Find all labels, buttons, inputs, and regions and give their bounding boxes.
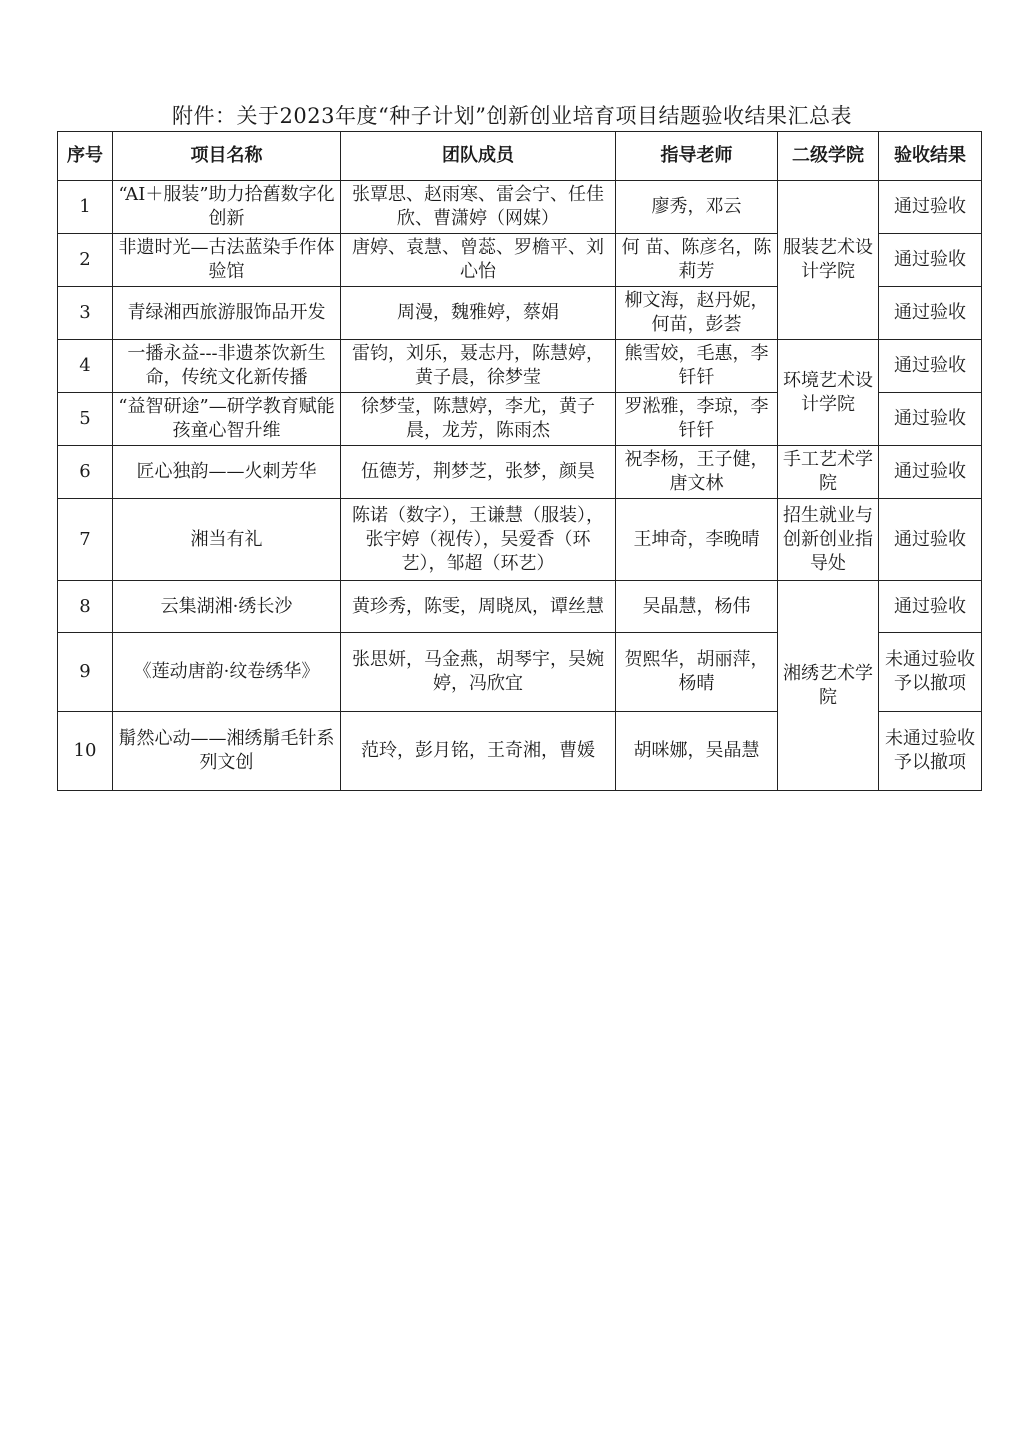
advisors: 罗淞雅，李琼，李钎钎 bbox=[616, 393, 778, 446]
advisors: 胡咪娜，吴晶慧 bbox=[616, 712, 778, 791]
result-status: 未通过验收予以撤项 bbox=[879, 633, 982, 712]
college-name: 服装艺术设计学院 bbox=[778, 181, 879, 340]
row-index: 3 bbox=[58, 287, 113, 340]
team-members: 张思妍，马金燕，胡琴宇，吴婉婷，冯欣宜 bbox=[341, 633, 616, 712]
table-row bbox=[58, 181, 982, 234]
table-row bbox=[58, 499, 982, 581]
page-title: 附件：关于2023年度“种子计划”创新创业培育项目结题验收结果汇总表 bbox=[172, 104, 852, 128]
result-status: 通过验收 bbox=[879, 581, 982, 633]
row-index: 6 bbox=[58, 446, 113, 499]
row-index: 4 bbox=[58, 340, 113, 393]
header-index: 序号 bbox=[58, 132, 113, 181]
advisors: 贺熙华，胡丽萍，杨晴 bbox=[616, 633, 778, 712]
project-name: 青绿湘西旅游服饰品开发 bbox=[113, 287, 341, 340]
header-project: 项目名称 bbox=[113, 132, 341, 181]
advisors: 王坤奇，李晚晴 bbox=[616, 499, 778, 581]
project-name: “益智研途”—研学教育赋能孩童心智升维 bbox=[113, 393, 341, 446]
advisors: 祝李杨，王子健，唐文林 bbox=[616, 446, 778, 499]
result-status: 通过验收 bbox=[879, 499, 982, 581]
project-name: 非遗时光—古法蓝染手作体验馆 bbox=[113, 234, 341, 287]
college-name: 招生就业与创新创业指导处 bbox=[778, 499, 879, 581]
team-members: 伍德芳，荆梦芝，张梦，颜昊 bbox=[341, 446, 616, 499]
project-name: 云集湖湘·绣长沙 bbox=[113, 581, 341, 633]
college-name: 湘绣艺术学院 bbox=[778, 581, 879, 791]
team-members: 周漫，魏雅婷，蔡娟 bbox=[341, 287, 616, 340]
table-row bbox=[58, 581, 982, 633]
project-name: 《莲动唐韵·纹卷绣华》 bbox=[113, 633, 341, 712]
project-name: “AI＋服装”助力拾舊数字化创新 bbox=[113, 181, 341, 234]
result-status: 通过验收 bbox=[879, 446, 982, 499]
header-row bbox=[58, 132, 982, 181]
results-table bbox=[57, 131, 982, 791]
team-members: 雷钧，刘乐，聂志丹，陈慧婷，黄子晨，徐梦莹 bbox=[341, 340, 616, 393]
header-college: 二级学院 bbox=[778, 132, 879, 181]
row-index: 8 bbox=[58, 581, 113, 633]
team-members: 徐梦莹，陈慧婷，李尤，黄子晨，龙芳，陈雨杰 bbox=[341, 393, 616, 446]
result-status: 通过验收 bbox=[879, 393, 982, 446]
result-status: 通过验收 bbox=[879, 181, 982, 234]
project-name: 一播永益---非遗茶饮新生命，传统文化新传播 bbox=[113, 340, 341, 393]
college-name: 环境艺术设计学院 bbox=[778, 340, 879, 446]
row-index: 10 bbox=[58, 712, 113, 791]
team-members: 张覃思、赵雨寒、雷会宁、任佳欣、曹潇婷（网媒） bbox=[341, 181, 616, 234]
result-status: 通过验收 bbox=[879, 287, 982, 340]
header-advisor: 指导老师 bbox=[616, 132, 778, 181]
advisors: 廖秀，邓云 bbox=[616, 181, 778, 234]
header-result: 验收结果 bbox=[879, 132, 982, 181]
table-row bbox=[58, 446, 982, 499]
result-status: 未通过验收予以撤项 bbox=[879, 712, 982, 791]
row-index: 5 bbox=[58, 393, 113, 446]
advisors: 熊雪姣，毛惠，李钎钎 bbox=[616, 340, 778, 393]
advisors: 何 苗、陈彦名，陈莉芳 bbox=[616, 234, 778, 287]
project-name: 鬅然心动——湘绣鬅毛针系列文创 bbox=[113, 712, 341, 791]
college-name: 手工艺术学院 bbox=[778, 446, 879, 499]
row-index: 9 bbox=[58, 633, 113, 712]
row-index: 1 bbox=[58, 181, 113, 234]
team-members: 唐婷、袁慧、曾蕊、罗檐平、刘心怡 bbox=[341, 234, 616, 287]
result-status: 通过验收 bbox=[879, 340, 982, 393]
advisors: 柳文海，赵丹妮，何苗，彭荟 bbox=[616, 287, 778, 340]
team-members: 黄珍秀，陈雯，周晓凤，谭丝慧 bbox=[341, 581, 616, 633]
team-members: 范玲，彭月铭，王奇湘，曹媛 bbox=[341, 712, 616, 791]
row-index: 7 bbox=[58, 499, 113, 581]
table-row bbox=[58, 340, 982, 393]
team-members: 陈诺（数字），王谦慧（服装），张宇婷（视传），吴爱香（环艺），邹超（环艺） bbox=[341, 499, 616, 581]
result-status: 通过验收 bbox=[879, 234, 982, 287]
row-index: 2 bbox=[58, 234, 113, 287]
advisors: 吴晶慧，杨伟 bbox=[616, 581, 778, 633]
project-name: 匠心独韵——火刺芳华 bbox=[113, 446, 341, 499]
project-name: 湘当有礼 bbox=[113, 499, 341, 581]
header-team: 团队成员 bbox=[341, 132, 616, 181]
